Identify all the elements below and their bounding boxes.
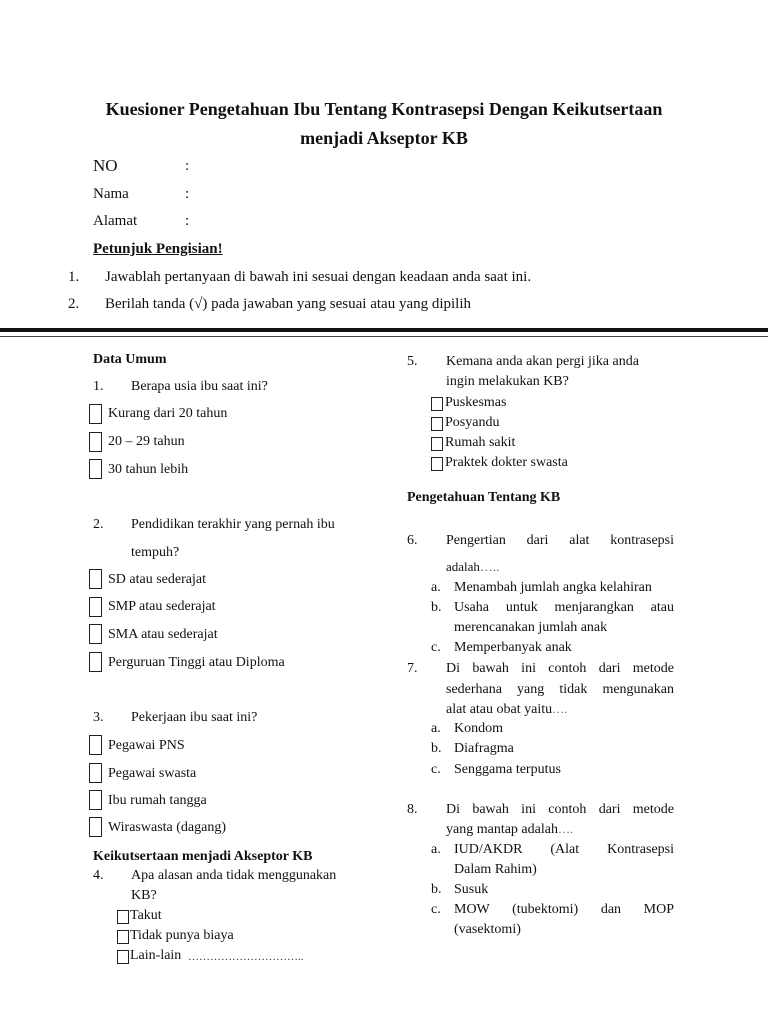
q4-fill-blank: ………………………….. bbox=[188, 951, 304, 963]
q8-c-letter: c. bbox=[431, 902, 441, 917]
q7-text-line3 bbox=[446, 702, 567, 718]
q2-checkbox-1[interactable] bbox=[89, 569, 102, 589]
no-label: NO bbox=[93, 156, 118, 175]
q3-checkbox-4[interactable] bbox=[89, 817, 102, 837]
q2-option-4: Perguruan Tinggi atau Diploma bbox=[108, 655, 285, 670]
q3-option-2: Pegawai swasta bbox=[108, 766, 197, 781]
q5-option-3: Rumah sakit bbox=[445, 435, 516, 450]
q2-number: 2. bbox=[93, 517, 104, 532]
q8-b-text: Susuk bbox=[454, 882, 489, 897]
q6-dots: ….. bbox=[479, 559, 500, 574]
page-title-line2: menjadi Akseptor KB bbox=[300, 128, 468, 148]
q1-number: 1. bbox=[93, 379, 104, 394]
q6-b-text-line1: Usaha untuk menjarangkan atau bbox=[454, 600, 674, 615]
q2-checkbox-4[interactable] bbox=[89, 652, 102, 672]
q8-b-letter: b. bbox=[431, 882, 442, 897]
q6-c-letter: c. bbox=[431, 640, 441, 655]
q3-checkbox-1[interactable] bbox=[89, 735, 102, 755]
q3-text: Pekerjaan ibu saat ini? bbox=[131, 710, 258, 725]
q6-b-letter: b. bbox=[431, 600, 442, 615]
data-umum-heading: Data Umum bbox=[93, 352, 167, 367]
q1-text: Berapa usia ibu saat ini? bbox=[131, 379, 268, 394]
q3-checkbox-3[interactable] bbox=[89, 790, 102, 810]
q4-checkbox-2[interactable] bbox=[117, 930, 129, 944]
q7-number: 7. bbox=[407, 661, 418, 676]
q6-a-letter: a. bbox=[431, 580, 441, 595]
alamat-colon: : bbox=[185, 213, 190, 229]
instruction-text-1: Jawablah pertanyaan di bawah ini sesuai dengan keadaan anda saat ini. bbox=[105, 269, 532, 285]
q3-checkbox-2[interactable] bbox=[89, 763, 102, 783]
q1-checkbox-3[interactable] bbox=[89, 459, 102, 479]
q4-text-line2: KB? bbox=[131, 888, 157, 903]
q5-checkbox-1[interactable] bbox=[431, 397, 443, 411]
q2-text-line2: tempuh? bbox=[131, 545, 180, 560]
q4-number: 4. bbox=[93, 868, 104, 883]
q7-a-text: Kondom bbox=[454, 721, 503, 736]
q7-c-letter: c. bbox=[431, 762, 441, 777]
q8-a-text-line1: IUD/AKDR (Alat Kontrasepsi bbox=[454, 842, 674, 857]
q6-b-text-line2: merencanakan jumlah anak bbox=[454, 620, 608, 635]
instruction-num-2: 2. bbox=[68, 296, 80, 312]
q8-text-line1: Di bawah ini contoh dari metode bbox=[446, 802, 674, 817]
q7-text-line2: sederhana yang tidak mengunakan bbox=[446, 682, 674, 697]
q5-number: 5. bbox=[407, 354, 418, 369]
q7-text-line1: Di bawah ini contoh dari metode bbox=[446, 661, 674, 676]
instruction-text-2: Berilah tanda (√) pada jawaban yang sesuai atau yang dipilih bbox=[105, 296, 472, 312]
q5-checkbox-4[interactable] bbox=[431, 457, 443, 471]
q4-text-line1: Apa alasan anda tidak menggunakan bbox=[131, 868, 337, 883]
q8-text-line2 bbox=[446, 822, 573, 838]
instruction-num-1: 1. bbox=[68, 269, 80, 285]
q7-b-text: Diafragma bbox=[454, 741, 514, 756]
section-divider-thin bbox=[0, 336, 768, 337]
q4-option-3: Lain-lain bbox=[130, 948, 182, 963]
q5-option-1: Puskesmas bbox=[445, 395, 507, 410]
q6-a-text: Menambah jumlah angka kelahiran bbox=[454, 580, 652, 595]
q2-option-3: SMA atau sederajat bbox=[108, 627, 218, 642]
q2-option-2: SMP atau sederajat bbox=[108, 599, 216, 614]
nama-colon: : bbox=[185, 186, 190, 202]
alamat-label: Alamat bbox=[93, 213, 138, 229]
q1-option-3: 30 tahun lebih bbox=[108, 462, 189, 477]
q3-number: 3. bbox=[93, 710, 104, 725]
q8-text-adalah: yang mantap adalah bbox=[446, 822, 558, 837]
q6-text-adalah: adalah bbox=[446, 559, 480, 574]
page-title-line1: Kuesioner Pengetahuan Ibu Tentang Kontrasepsi Dengan Keikutsertaan bbox=[105, 99, 663, 119]
q4-option-2: Tidak punya biaya bbox=[130, 928, 234, 943]
q5-checkbox-2[interactable] bbox=[431, 417, 443, 431]
q4-option-1: Takut bbox=[130, 908, 162, 923]
q7-c-text: Senggama terputus bbox=[454, 762, 561, 777]
section-divider-thick bbox=[0, 328, 768, 332]
q5-text-line2: ingin melakukan KB? bbox=[446, 374, 569, 389]
no-colon: : bbox=[185, 158, 190, 174]
q2-text-line1: Pendidikan terakhir yang pernah ibu bbox=[131, 517, 335, 532]
q8-a-text-line2: Dalam Rahim) bbox=[454, 862, 537, 877]
keikutsertaan-heading: Keikutsertaan menjadi Akseptor KB bbox=[93, 849, 313, 864]
q4-checkbox-1[interactable] bbox=[117, 910, 129, 924]
q6-text-line1: Pengertian dari alat kontrasepsi bbox=[446, 533, 674, 548]
q1-checkbox-2[interactable] bbox=[89, 432, 102, 452]
q1-checkbox-1[interactable] bbox=[89, 404, 102, 424]
q2-option-1: SD atau sederajat bbox=[108, 572, 206, 587]
q8-c-text-line2: (vasektomi) bbox=[454, 922, 521, 937]
q5-text-line1: Kemana anda akan pergi jika anda bbox=[446, 354, 639, 369]
q1-option-2: 20 – 29 tahun bbox=[108, 434, 185, 449]
pengetahuan-heading: Pengetahuan Tentang KB bbox=[407, 490, 561, 505]
q3-option-3: Ibu rumah tangga bbox=[108, 793, 207, 808]
q6-number: 6. bbox=[407, 533, 418, 548]
q8-number: 8. bbox=[407, 802, 418, 817]
q7-text-yaitu: alat atau obat yaitu bbox=[446, 702, 553, 717]
q7-dots: …. bbox=[552, 702, 568, 716]
q2-checkbox-3[interactable] bbox=[89, 624, 102, 644]
q5-checkbox-3[interactable] bbox=[431, 437, 443, 451]
q7-b-letter: b. bbox=[431, 741, 442, 756]
q6-text-line2 bbox=[446, 559, 499, 575]
q3-option-1: Pegawai PNS bbox=[108, 738, 185, 753]
q8-c-text-line1: MOW (tubektomi) dan MOP bbox=[454, 902, 674, 917]
nama-label: Nama bbox=[93, 186, 129, 202]
instructions-heading: Petunjuk Pengisian! bbox=[93, 241, 223, 257]
q2-checkbox-2[interactable] bbox=[89, 597, 102, 617]
q8-dots: …. bbox=[557, 822, 573, 836]
q5-option-4: Praktek dokter swasta bbox=[445, 455, 568, 470]
q5-option-2: Posyandu bbox=[445, 415, 500, 430]
q8-a-letter: a. bbox=[431, 842, 441, 857]
q1-option-1: Kurang dari 20 tahun bbox=[108, 406, 228, 421]
q7-a-letter: a. bbox=[431, 721, 441, 736]
q6-c-text: Memperbanyak anak bbox=[454, 640, 572, 655]
q4-checkbox-3[interactable] bbox=[117, 950, 129, 964]
q3-option-4: Wiraswasta (dagang) bbox=[108, 820, 226, 835]
